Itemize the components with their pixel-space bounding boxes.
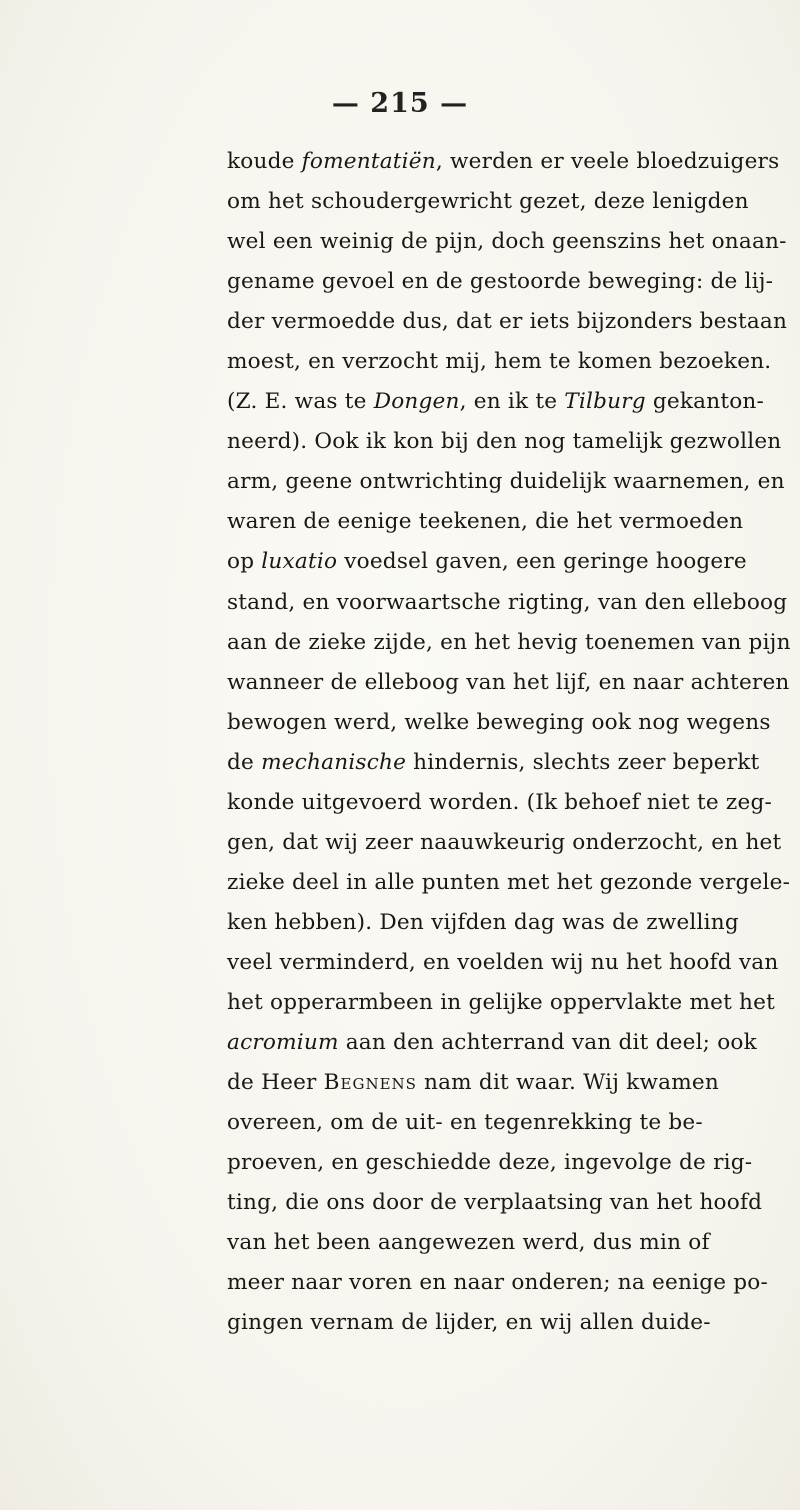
page-number: — 215 — [331, 88, 469, 119]
text-line [227, 462, 785, 502]
text-segment: bewogen werd, welke beweging ook nog wegens [227, 709, 771, 735]
text-line [227, 863, 791, 903]
text-segment: waren de eenige teekenen, die het vermoeden [227, 509, 744, 535]
text-segment: der vermoedde dus, dat er iets bijzonders bestaan [227, 309, 788, 335]
text-segment: stand, en voorwaartsche rigting, van den elleboog [227, 589, 788, 615]
text-segment: wel een weinig de pijn, doch geenszins het onaan- [227, 229, 787, 255]
text-segment: moest, en verzocht mij, hem te komen bezoeken. [227, 349, 772, 375]
text-segment: neerd). Ook ik kon bij den nog tamelijk gezwollen [227, 429, 782, 455]
text-segment: koude [227, 149, 302, 174]
text-segment: , werden er veele bloedzuigers [435, 149, 780, 174]
text-line [227, 382, 765, 422]
text-line [227, 903, 739, 943]
text-segment: arm, geene ontwrichting duidelijk waarnemen, en [227, 469, 785, 495]
text-line [227, 783, 772, 823]
text-line [227, 823, 782, 863]
text-segment: aan den achterrand van dit deel; ook [338, 1030, 757, 1056]
italic-term: mechanische [261, 749, 407, 775]
text-line [227, 1143, 753, 1183]
text-line [227, 222, 787, 262]
text-line [227, 1063, 719, 1103]
text-line [227, 1023, 757, 1063]
text-line [227, 182, 749, 222]
italic-term: fomentatiën [301, 149, 436, 174]
text-line [227, 943, 779, 983]
text-segment: aan de zieke zijde, en het hevig toenemen van pijn [227, 629, 791, 655]
italic-term: luxatio [261, 549, 338, 575]
text-segment: gen, dat wij zeer naauwkeurig onderzocht, en het [227, 829, 782, 855]
text-segment: konde uitgevoerd worden. (Ik behoef niet te zeg- [227, 789, 772, 815]
text-segment: de [227, 749, 262, 775]
text-line [227, 703, 771, 743]
italic-term: Dongen [373, 389, 460, 415]
person-name: Begnens [323, 1070, 417, 1096]
text-line [227, 623, 791, 663]
text-line [227, 983, 776, 1023]
text-line [227, 583, 788, 623]
text-line [227, 1103, 703, 1143]
text-segment: ting, die ons door de verplaatsing van het hoofd [227, 1190, 763, 1216]
italic-term: acromium [227, 1030, 339, 1056]
text-line [227, 422, 782, 462]
text-segment: nam dit waar. Wij kwamen [416, 1070, 719, 1096]
text-line [227, 743, 760, 783]
text-segment: (Z. E. was te [227, 389, 374, 415]
text-segment: wanneer de elleboog van het lijf, en naar achteren [227, 669, 790, 695]
text-segment: het opperarmbeen in gelijke oppervlakte met het [227, 989, 776, 1015]
text-line [227, 542, 747, 582]
text-segment: zieke deel in alle punten met het gezonde vergele- [227, 869, 791, 895]
text-segment: gekanton- [645, 389, 765, 415]
text-line [227, 663, 790, 703]
text-line [227, 262, 774, 302]
text-segment: gename gevoel en de gestoorde beweging: de lij- [227, 269, 774, 295]
text-segment: proeven, en geschiedde deze, ingevolge de rig- [227, 1150, 753, 1176]
text-segment: hindernis, slechts zeer beperkt [406, 749, 760, 775]
text-line [227, 342, 772, 382]
body-text [227, 142, 791, 1343]
text-line [227, 1183, 763, 1223]
text-segment: van het been aangewezen werd, dus min of [227, 1230, 710, 1256]
text-line [227, 142, 780, 182]
text-segment: , en ik te [459, 389, 565, 415]
text-line [227, 1303, 711, 1343]
text-segment: voedsel gaven, een geringe hoogere [337, 549, 747, 575]
text-segment: de Heer [227, 1070, 324, 1096]
text-segment: op [227, 549, 262, 575]
text-segment: ken hebben). Den vijfden dag was de zwelling [227, 909, 739, 935]
text-segment: gingen vernam de lijder, en wij allen duide- [227, 1310, 711, 1336]
text-line [227, 302, 788, 342]
text-segment: om het schoudergewricht gezet, deze lenigden [227, 189, 749, 215]
italic-term: Tilburg [564, 389, 646, 415]
text-line [227, 1223, 710, 1263]
text-segment: overeen, om de uit- en tegenrekking te be- [227, 1110, 703, 1136]
text-segment: meer naar voren en naar onderen; na eenige po- [227, 1270, 768, 1296]
text-segment: veel verminderd, en voelden wij nu het hoofd van [227, 949, 779, 975]
text-line [227, 502, 744, 542]
text-line [227, 1263, 768, 1303]
